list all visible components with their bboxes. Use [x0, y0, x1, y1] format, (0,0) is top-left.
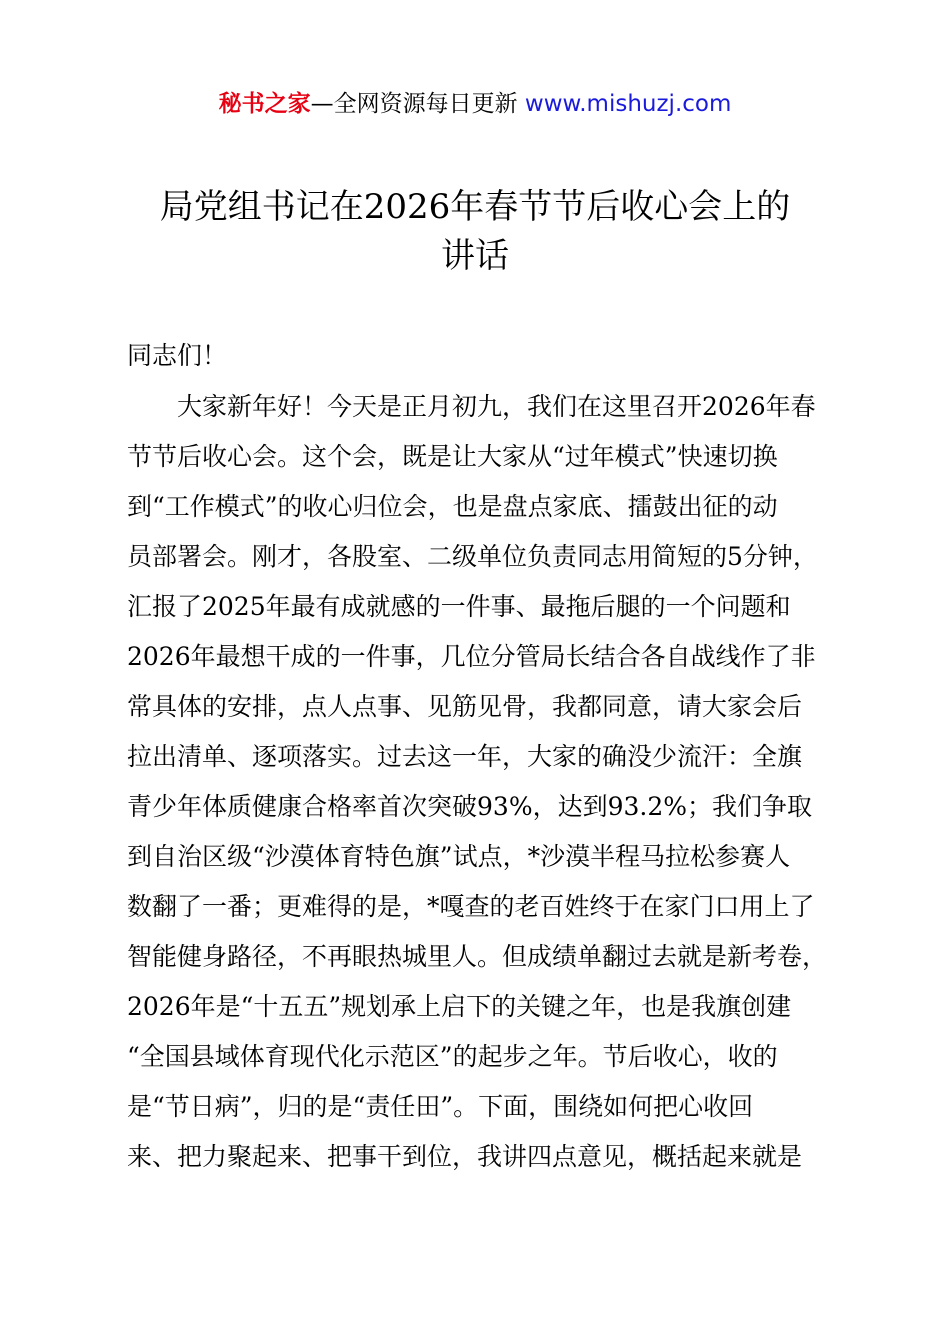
speech-paragraph: [127, 382, 847, 1182]
paragraph-line: 大家新年好！今天是正月初九，我们在这里召开2026年春: [177, 392, 816, 421]
paragraph-line: 节节后收心会。这个会，既是让大家从“过年模式”快速切换: [127, 442, 778, 471]
paragraph-line: 到“工作模式”的收心归位会，也是盘点家底、擂鼓出征的动: [127, 492, 778, 521]
paragraph-line: 青少年体质健康合格率首次突破93%，达到93.2%；我们争取: [127, 792, 812, 821]
title-line-1: 局党组书记在2026年春节节后收心会上的: [159, 187, 791, 227]
site-tagline: —全网资源每日更新: [310, 91, 518, 117]
paragraph-line: “全国县域体育现代化示范区”的起步之年。节后收心，收的: [127, 1042, 778, 1071]
paragraph-line: 到自治区级“沙漠体育特色旗”试点，*沙漠半程马拉松参赛人: [127, 842, 791, 871]
paragraph-line: 来、把力聚起来、把事干到位，我讲四点意见，概括起来就是: [127, 1142, 803, 1171]
paragraph-line: 常具体的安排，点人点事、见筋见骨，我都同意，请大家会后: [127, 692, 803, 721]
paragraph-line: 汇报了2025年最有成就感的一件事、最拖后腿的一个问题和: [127, 592, 791, 621]
paragraph-line: 2026年是“十五五”规划承上启下的关键之年，也是我旗创建: [127, 992, 792, 1021]
site-header: [0, 86, 950, 122]
site-url-link[interactable]: www.mishuzj.com: [524, 91, 732, 117]
paragraph-line: 是“节日病”，归的是“责任田”。下面，围绕如何把心收回: [127, 1092, 754, 1121]
paragraph-line: 数翻了一番；更难得的是，*嘎查的老百姓终于在家门口用上了: [127, 892, 815, 921]
paragraph-line: 2026年最想干成的一件事，几位分管局长结合各自战线作了非: [127, 642, 816, 671]
paragraph-line: 员部署会。刚才，各股室、二级单位负责同志用简短的5分钟，: [127, 542, 818, 571]
paragraph-line: 智能健身路径，不再眼热城里人。但成绩单翻过去就是新考卷，: [127, 942, 828, 971]
paragraph-line: 拉出清单、逐项落实。过去这一年，大家的确没少流汗：全旗: [127, 742, 803, 771]
site-brand: 秘书之家: [218, 91, 311, 117]
title-line-2: 讲话: [441, 236, 509, 276]
salutation: 同志们！: [127, 341, 228, 370]
document-title: [100, 183, 850, 281]
